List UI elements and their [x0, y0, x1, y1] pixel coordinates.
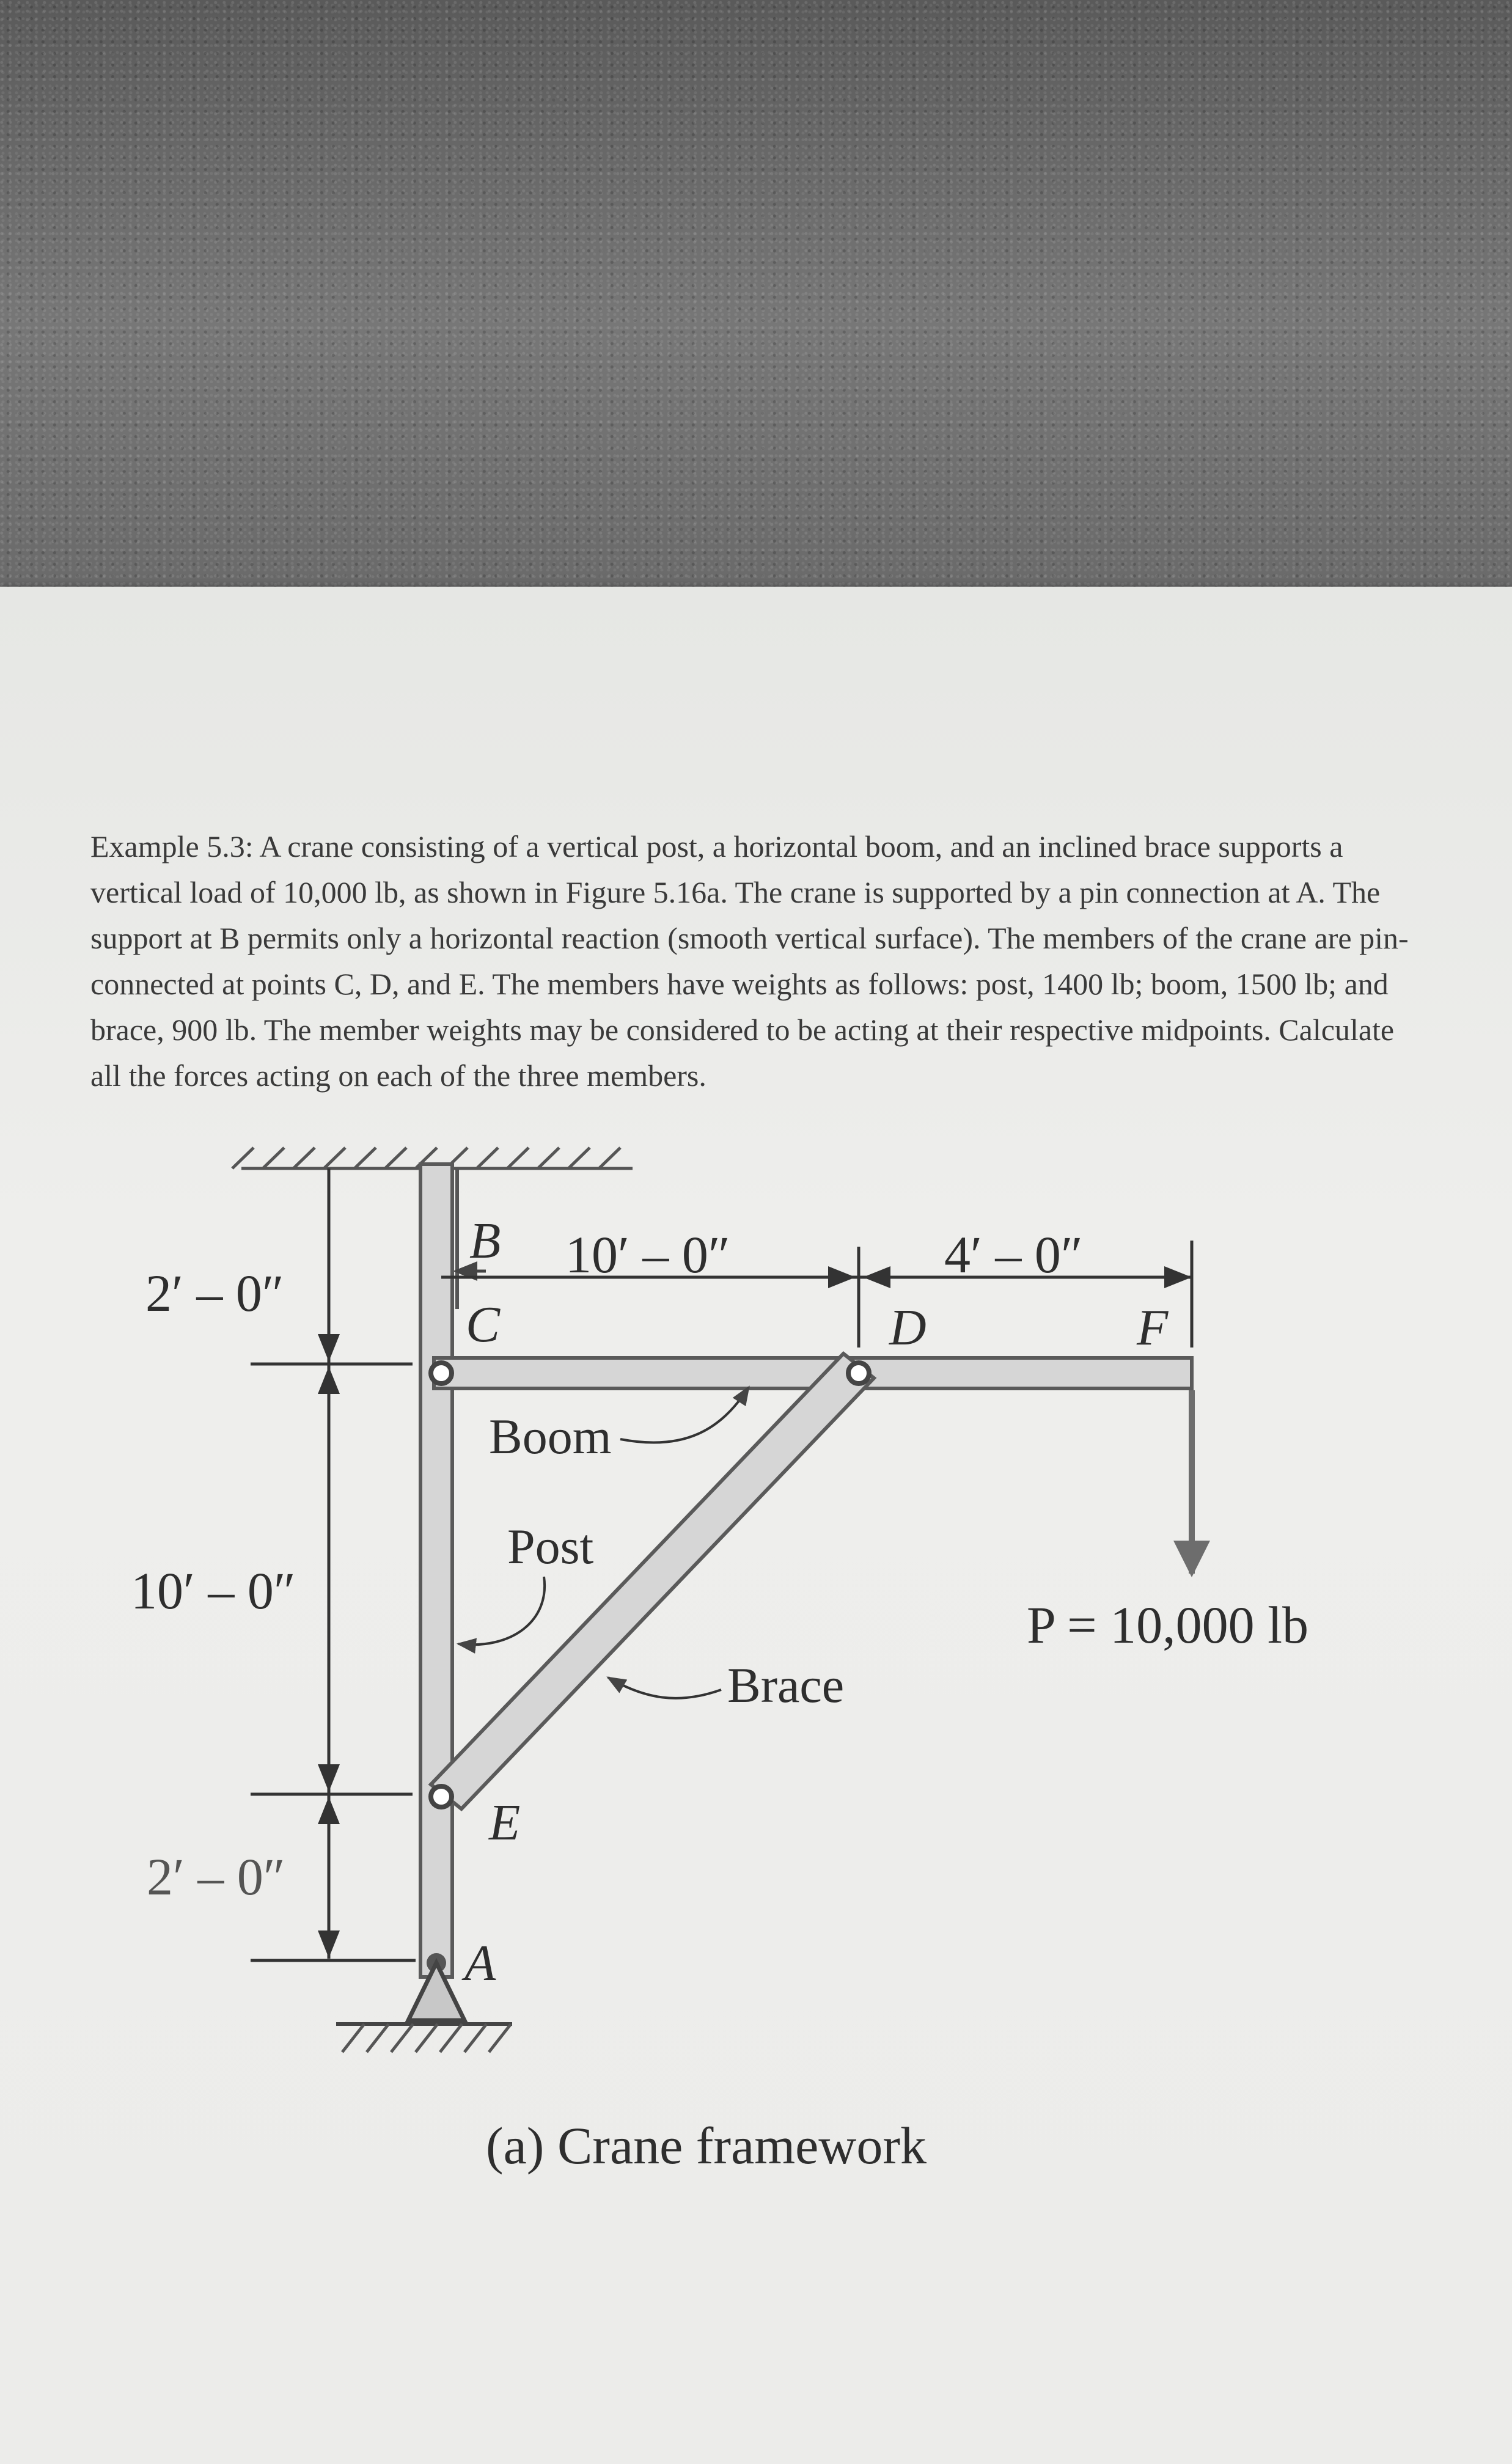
pin-c — [431, 1363, 452, 1384]
point-label-e: E — [489, 1794, 521, 1851]
point-label-a: A — [464, 1935, 496, 1992]
member-label-post: Post — [507, 1519, 594, 1574]
point-label-b: B — [469, 1212, 501, 1269]
dimension-horizontal-df: 4′ – 0″ — [944, 1225, 1083, 1284]
point-label-d: D — [889, 1299, 927, 1356]
member-label-boom: Boom — [489, 1409, 612, 1464]
pin-d — [848, 1363, 869, 1384]
point-label-c: C — [466, 1296, 501, 1353]
post-member — [420, 1164, 452, 1977]
point-label-f: F — [1137, 1299, 1169, 1356]
member-label-brace: Brace — [727, 1657, 845, 1713]
example-problem-text: Example 5.3: A crane consisting of a vertical post, a horizontal boom, and an inclined brace supports a vertical load of 10,000 lb, as shown in Figure 5.16a. The crane is supported by a pin connection at A. The support at B permits only a horizontal reaction (smooth vertical surface). The members of the crane are pin-connected at points C, D, and E. The members have weights as follows: post, 1400 lb; boom, 1500 lb; and brace, 900 lb. The member weights may be considered to be acting at their respective midpoints. Calculate all the forces acting on each of the three members. — [90, 829, 1409, 1093]
pin-e — [431, 1786, 452, 1807]
figure-caption: (a) Crane framework — [486, 2116, 927, 2175]
dimension-middle-vertical: 10′ – 0″ — [131, 1561, 296, 1620]
dimension-bottom-vertical: 2′ – 0″ — [147, 1847, 285, 1906]
load-label: P = 10,000 lb — [1027, 1596, 1309, 1654]
dimension-horizontal-cd: 10′ – 0″ — [565, 1225, 730, 1284]
smooth-vertical-surface — [455, 1168, 459, 1309]
dimension-top-vertical: 2′ – 0″ — [145, 1264, 284, 1322]
